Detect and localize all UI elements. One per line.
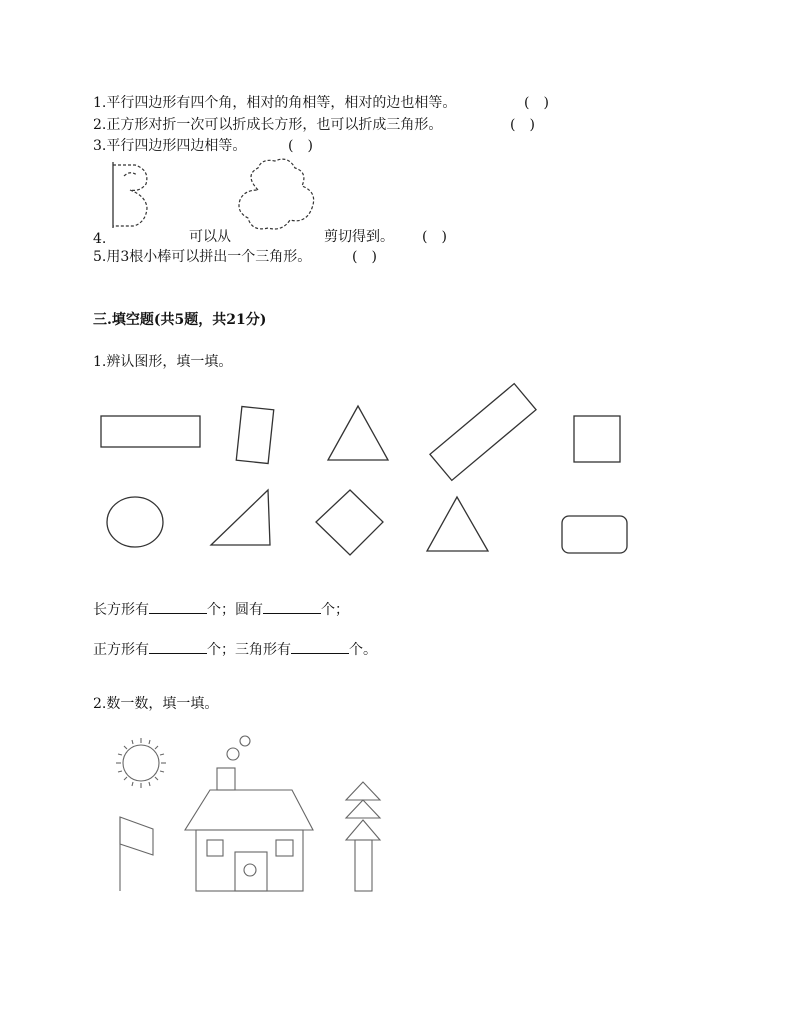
judge-q4-end: 剪切得到。: [324, 229, 394, 245]
fill-q2-title: 2.数一数，填一填。: [93, 696, 219, 712]
fill-line1-a: 长方形有: [93, 602, 149, 618]
fill-line2-b: 个；三角形有: [207, 642, 291, 658]
fill-line2-c: 个。: [349, 642, 377, 658]
judge-q2: 2.正方形对折一次可以折成长方形，也可以折成三角形。: [93, 117, 443, 133]
fill-line1-c: 个；: [321, 602, 349, 618]
judge-q5: 5.用3根小棒可以拼出一个三角形。: [93, 249, 312, 265]
fill-line1-b: 个；圆有: [207, 602, 263, 618]
judge-q3: 3.平行四边形四边相等。: [93, 138, 247, 154]
judge-q1: 1.平行四边形有四个角，相对的角相等，相对的边也相等。: [93, 95, 457, 111]
judge-q4-paren[interactable]: ( ): [422, 229, 447, 245]
house-picture: [185, 736, 313, 891]
tree-picture: [346, 782, 380, 891]
judge-q2-paren[interactable]: ( ): [510, 117, 535, 133]
fill-q1-title: 1.辨认图形，填一填。: [93, 354, 233, 370]
section-title: 三.填空题(共5题，共21分): [93, 312, 267, 328]
judge-q5-paren[interactable]: ( ): [352, 249, 377, 265]
flag-picture: [120, 817, 153, 891]
judge-q4-number: 4.: [93, 231, 107, 247]
judge-q3-paren[interactable]: ( ): [288, 138, 313, 154]
sun-picture: [116, 738, 166, 788]
judge-q1-paren[interactable]: ( ): [524, 95, 549, 111]
fill-line2-a: 正方形有: [93, 642, 149, 658]
judge-q4-mid: 可以从: [189, 229, 231, 245]
